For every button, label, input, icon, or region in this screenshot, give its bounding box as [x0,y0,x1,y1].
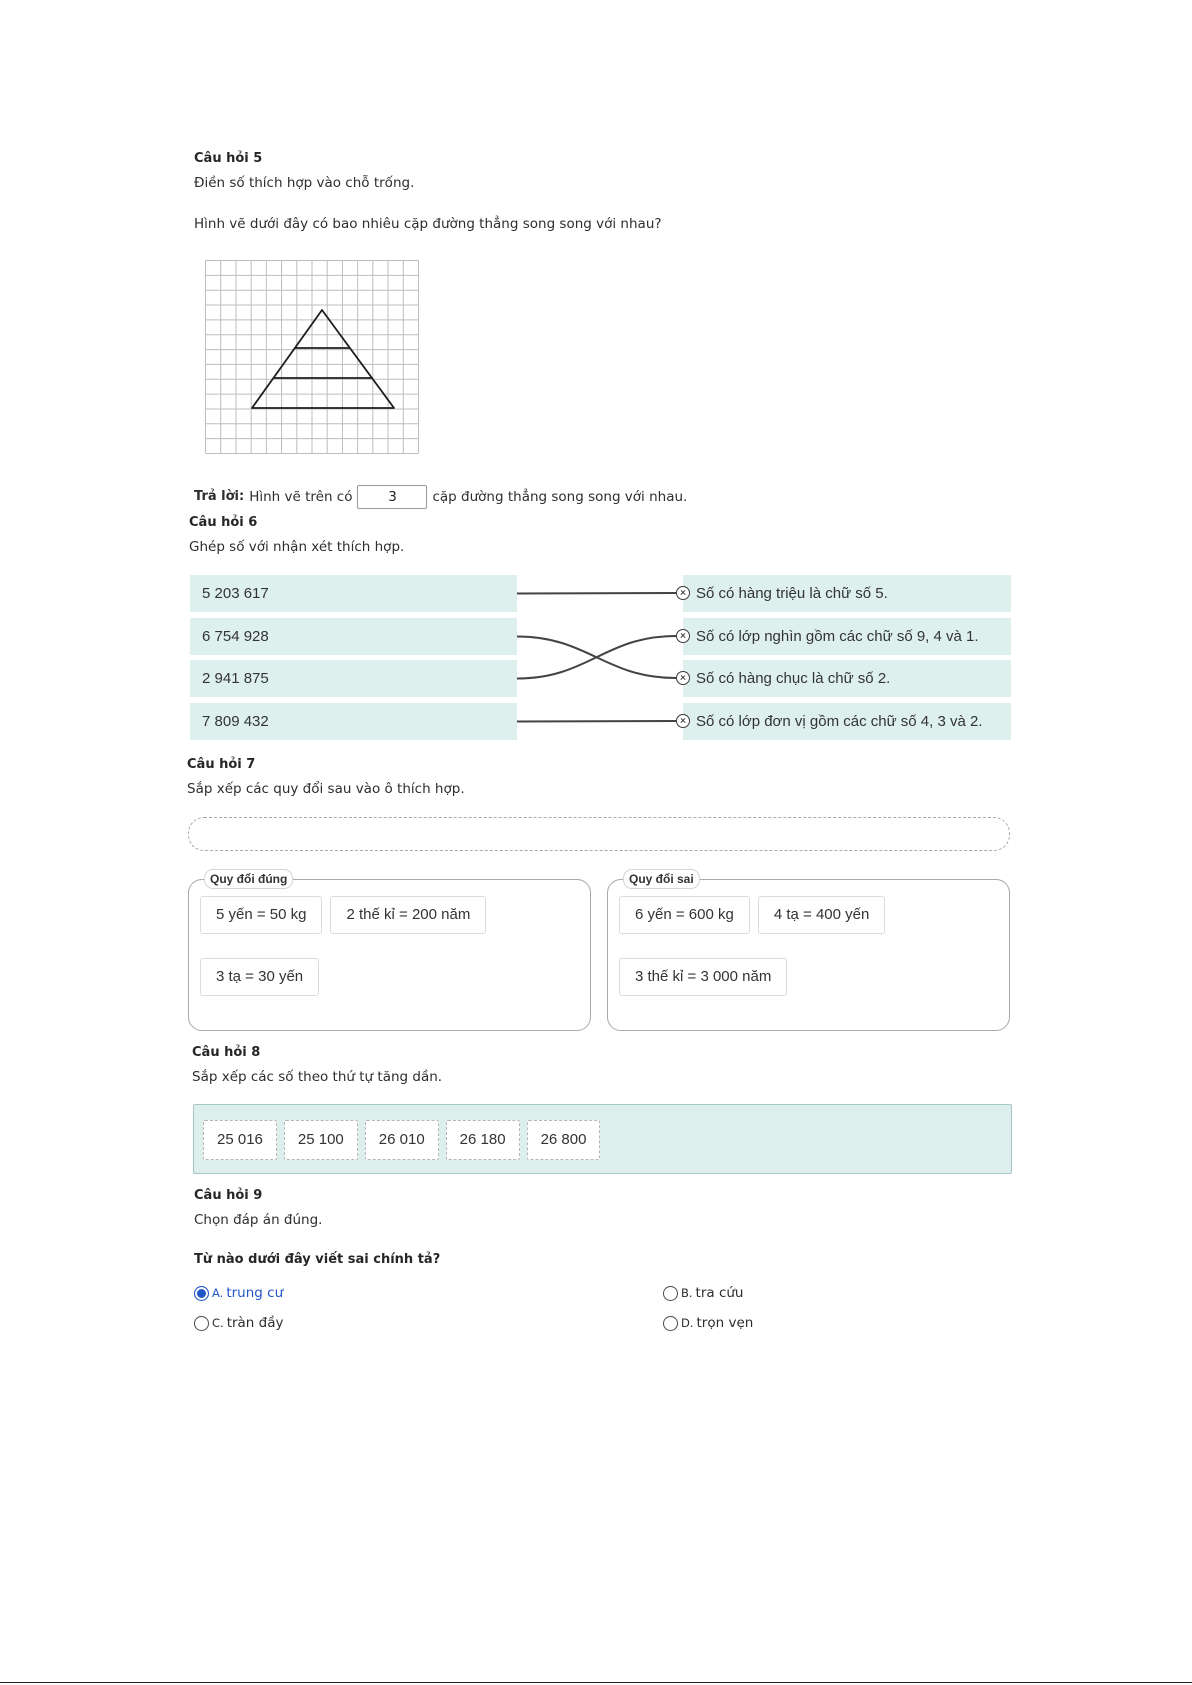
remove-match-icon[interactable] [676,586,690,600]
question-prompt: Hình vẽ dưới đây có bao nhiêu cặp đường thẳng song song với nhau? [194,216,662,232]
match-statement-text: Số có hàng chục là chữ số 2. [696,670,891,687]
group-correct[interactable] [188,872,591,1031]
question-title: Câu hỏi 8 [192,1045,261,1060]
match-number-text: 5 203 617 [202,585,269,602]
option-b[interactable] [663,1283,744,1303]
answer-row [194,485,687,509]
question-title: Câu hỏi 9 [194,1188,263,1203]
answer-input[interactable] [357,485,427,509]
answer-suffix: cặp đường thẳng song song với nhau. [432,489,688,505]
radio-button-icon[interactable] [194,1316,209,1331]
match-statement-item[interactable] [683,575,1011,612]
question-7 [0,751,1192,1035]
conversion-chip[interactable]: 6 yến = 600 kg [619,896,750,934]
question-title: Câu hỏi 6 [189,515,258,530]
drop-zone[interactable] [188,817,1010,851]
question-instruction: Chọn đáp án đúng. [194,1212,323,1228]
match-statement-item[interactable] [683,703,1011,740]
match-statement-text: Số có lớp đơn vị gồm các chữ số 4, 3 và 2. [696,713,983,730]
match-number-item[interactable] [190,703,517,740]
option-text: trung cư [226,1285,284,1301]
grid-figure [205,260,419,454]
option-text: tràn đầy [226,1315,284,1331]
question-instruction: Sắp xếp các số theo thứ tự tăng dần. [192,1069,443,1085]
option-c[interactable] [194,1313,283,1333]
grid-lines [206,261,419,454]
chip-list [200,896,579,996]
question-5 [0,145,1192,515]
match-statement-text: Số có hàng triệu là chữ số 5. [696,585,888,602]
question-prompt: Từ nào dưới đây viết sai chính tả? [194,1252,441,1267]
remove-match-icon[interactable] [676,629,690,643]
question-instruction: Điền số thích hợp vào chỗ trống. [194,175,415,191]
number-chip[interactable]: 25 016 [203,1120,277,1160]
conversion-chip[interactable]: 5 yến = 50 kg [200,896,322,934]
option-key: A. [212,1286,224,1300]
match-number-text: 2 941 875 [202,670,269,687]
question-instruction: Sắp xếp các quy đổi sau vào ô thích hợp. [187,781,465,797]
question-title: Câu hỏi 5 [194,151,263,166]
match-statement-item[interactable] [683,618,1011,655]
question-8 [0,1039,1192,1177]
number-chip[interactable]: 25 100 [284,1120,358,1160]
number-chip[interactable]: 26 800 [527,1120,601,1160]
answer-label: Trả lời: [194,489,245,504]
option-text: trọn vẹn [696,1315,754,1331]
radio-button-icon[interactable] [663,1286,678,1301]
chip-list [619,896,998,996]
ordering-area[interactable] [193,1104,1012,1174]
option-key: C. [212,1316,224,1330]
remove-match-icon[interactable] [676,714,690,728]
answer-prefix: Hình vẽ trên có [249,489,353,505]
match-number-text: 6 754 928 [202,628,269,645]
option-text: tra cứu [695,1285,744,1301]
page-bottom-rule [0,1682,1192,1683]
number-chip[interactable]: 26 010 [365,1120,439,1160]
match-number-item[interactable] [190,618,517,655]
conversion-chip[interactable]: 3 tạ = 30 yến [200,958,319,996]
conversion-chip[interactable]: 4 tạ = 400 yến [758,896,886,934]
group-label: Quy đổi đúng [204,869,293,889]
option-d[interactable] [663,1313,753,1333]
group-label: Quy đổi sai [623,869,700,889]
match-statement-item[interactable] [683,660,1011,697]
match-number-item[interactable] [190,575,517,612]
conversion-chip[interactable]: 3 thế kỉ = 3 000 năm [619,958,787,996]
option-a[interactable] [194,1283,283,1303]
radio-button-icon[interactable] [663,1316,678,1331]
remove-match-icon[interactable] [676,671,690,685]
group-incorrect[interactable] [607,872,1010,1031]
question-title: Câu hỏi 7 [187,757,256,772]
match-statement-text: Số có lớp nghìn gồm các chữ số 9, 4 và 1. [696,628,979,645]
match-number-text: 7 809 432 [202,713,269,730]
option-key: D. [681,1316,694,1330]
conversion-chip[interactable]: 2 thế kỉ = 200 năm [330,896,486,934]
radio-button-icon[interactable] [194,1286,209,1301]
number-chip-list [203,1120,600,1160]
match-number-item[interactable] [190,660,517,697]
question-9 [0,1182,1192,1337]
option-key: B. [681,1286,693,1300]
question-6 [0,509,1192,745]
number-chip[interactable]: 26 180 [446,1120,520,1160]
question-instruction: Ghép số với nhận xét thích hợp. [189,539,405,555]
